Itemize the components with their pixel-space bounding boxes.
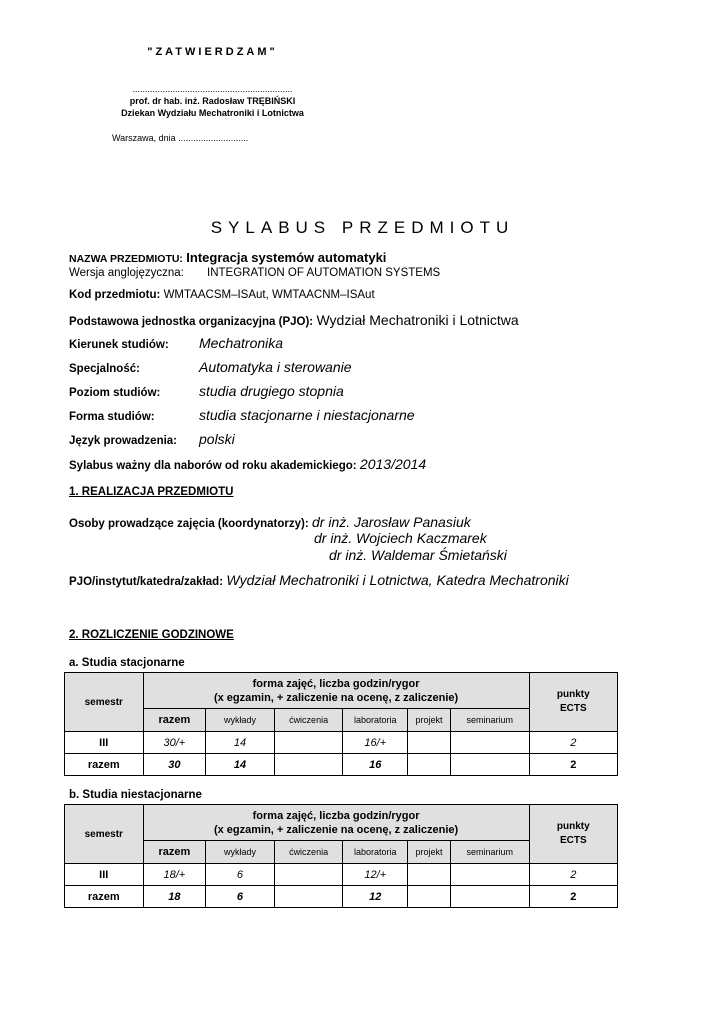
subcol-cwiczenia: ćwiczenia	[274, 709, 343, 732]
cell-cwiczenia	[274, 732, 343, 754]
field-row	[69, 431, 235, 447]
cell-wyklady: 6	[206, 864, 275, 886]
pjo-label: Podstawowa jednostka organizacyjna (PJO):	[69, 316, 314, 328]
cell-projekt	[408, 754, 451, 776]
cell-wyklady: 6	[206, 886, 275, 908]
cell-laboratoria: 12	[343, 886, 408, 908]
cell-ects: 2	[529, 754, 617, 776]
unit-value: Wydział Mechatroniki i Lotnictwa, Katedra Mechatroniki	[226, 572, 569, 588]
col-forma	[143, 805, 529, 841]
coordinator-name: dr inż. Wojciech Kaczmarek	[314, 530, 487, 546]
coordinator-name: dr inż. Waldemar Śmietański	[329, 547, 507, 563]
cell-seminarium	[450, 754, 529, 776]
valid-value: 2013/2014	[359, 456, 427, 472]
cell-seminarium	[450, 886, 529, 908]
col-ects-title: punkty	[556, 821, 590, 832]
cell-cwiczenia	[274, 864, 343, 886]
field-value: studia stacjonarne i niestacjonarne	[199, 407, 415, 423]
course-code-label: Kod przedmiotu:	[69, 289, 161, 301]
field-value: polski	[199, 431, 235, 447]
subcol-razem: razem	[143, 709, 206, 732]
approval-heading: "ZATWIERDZAM"	[147, 46, 278, 58]
cell-ects: 2	[529, 732, 617, 754]
table-caption: a. Studia stacjonarne	[69, 657, 185, 669]
course-name-label: NAZWA PRZEDMIOTU:	[69, 253, 183, 265]
subcol-wyklady: wykłady	[206, 709, 275, 732]
field-label: Specjalność:	[69, 363, 140, 375]
cell-laboratoria: 12/+	[343, 864, 408, 886]
cell-semestr: razem	[65, 754, 144, 776]
field-row	[69, 383, 344, 399]
subcol-laboratoria: laboratoria	[343, 841, 408, 864]
course-name-row	[69, 250, 386, 265]
col-forma-legend: (x egzamin, + zaliczenie na ocenę, z zaliczenie)	[213, 823, 459, 836]
subcol-projekt: projekt	[408, 709, 451, 732]
col-ects-title: punkty	[556, 689, 590, 700]
unit-label: PJO/instytut/katedra/zakład:	[69, 576, 224, 588]
section-2-heading: 2. ROZLICZENIE GODZINOWE	[69, 629, 234, 641]
subcol-seminarium: seminarium	[450, 709, 529, 732]
col-ects	[529, 673, 617, 732]
field-label: Forma studiów:	[69, 411, 155, 423]
col-ects-unit: ECTS	[559, 703, 587, 714]
english-name-row	[69, 267, 440, 279]
cell-ects: 2	[529, 864, 617, 886]
hours-table-part-time	[64, 804, 618, 908]
unit-row	[69, 572, 569, 588]
signer-role: Dziekan Wydziału Mechatroniki i Lotnictwa	[121, 108, 304, 118]
valid-row	[69, 456, 426, 472]
table-caption: b. Studia niestacjonarne	[69, 789, 202, 801]
cell-razem: 30	[143, 754, 206, 776]
field-row	[69, 335, 283, 351]
cell-razem: 18/+	[143, 864, 206, 886]
cell-seminarium	[450, 864, 529, 886]
place-date: Warszawa, dnia ............................	[112, 133, 249, 143]
signer-name: prof. dr hab. inż. Radosław TRĘBIŃSKI	[129, 96, 296, 106]
table-row	[65, 864, 618, 886]
field-label: Język prowadzenia:	[69, 435, 178, 447]
cell-projekt	[408, 886, 451, 908]
coordinator-name: dr inż. Jarosław Panasiuk	[312, 514, 471, 530]
cell-projekt	[408, 732, 451, 754]
col-forma-title: forma zajęć, liczba godzin/rygor	[252, 677, 420, 690]
english-name-value: INTEGRATION OF AUTOMATION SYSTEMS	[207, 267, 441, 279]
cell-wyklady: 14	[206, 754, 275, 776]
pjo-row	[69, 312, 519, 328]
cell-razem: 30/+	[143, 732, 206, 754]
subcol-laboratoria: laboratoria	[343, 709, 408, 732]
pjo-value: Wydział Mechatroniki i Lotnictwa	[316, 312, 519, 328]
cell-seminarium	[450, 732, 529, 754]
section-1-heading: 1. REALIZACJA PRZEDMIOTU	[69, 486, 234, 498]
field-row	[69, 359, 352, 375]
hours-table-stationary	[64, 672, 618, 776]
coordinators-row	[69, 514, 471, 530]
valid-label: Sylabus ważny dla naborów od roku akademickiego:	[69, 460, 357, 472]
cell-ects: 2	[529, 886, 617, 908]
table-row	[65, 754, 618, 776]
field-value: Mechatronika	[199, 335, 284, 351]
coordinators-label: Osoby prowadzące zajęcia (koordynatorzy):	[69, 518, 309, 530]
subcol-wyklady: wykłady	[206, 841, 275, 864]
subcol-razem: razem	[143, 841, 206, 864]
col-ects	[529, 805, 617, 864]
subcol-cwiczenia: ćwiczenia	[274, 841, 343, 864]
field-row	[69, 407, 415, 423]
field-value: Automatyka i sterowanie	[199, 359, 352, 375]
cell-wyklady: 14	[206, 732, 275, 754]
cell-projekt	[408, 864, 451, 886]
col-forma	[143, 673, 529, 709]
subcol-seminarium: seminarium	[450, 841, 529, 864]
english-name-label: Wersja anglojęzyczna:	[69, 267, 184, 279]
signature-line: ................................................................	[132, 84, 293, 94]
course-code-value: WMTAACSM–ISAut, WMTAACNM–ISAut	[163, 289, 375, 301]
cell-cwiczenia	[274, 754, 343, 776]
field-label: Kierunek studiów:	[69, 339, 169, 351]
col-ects-unit: ECTS	[559, 835, 587, 846]
course-name-value: Integracja systemów automatyki	[186, 250, 387, 265]
subcol-projekt: projekt	[408, 841, 451, 864]
table-row	[65, 732, 618, 754]
cell-razem: 18	[143, 886, 206, 908]
cell-laboratoria: 16/+	[343, 732, 408, 754]
col-forma-title: forma zajęć, liczba godzin/rygor	[252, 809, 420, 822]
document-title: SYLABUS PRZEDMIOTU	[210, 218, 515, 237]
cell-cwiczenia	[274, 886, 343, 908]
col-forma-legend: (x egzamin, + zaliczenie na ocenę, z zaliczenie)	[213, 691, 459, 704]
course-code-row	[69, 289, 375, 301]
cell-semestr: III	[65, 864, 144, 886]
cell-semestr: razem	[65, 886, 144, 908]
cell-laboratoria: 16	[343, 754, 408, 776]
cell-semestr: III	[65, 732, 144, 754]
field-value: studia drugiego stopnia	[199, 383, 344, 399]
col-semestr: semestr	[65, 805, 144, 864]
field-label: Poziom studiów:	[69, 387, 161, 399]
col-semestr: semestr	[65, 673, 144, 732]
table-row	[65, 886, 618, 908]
